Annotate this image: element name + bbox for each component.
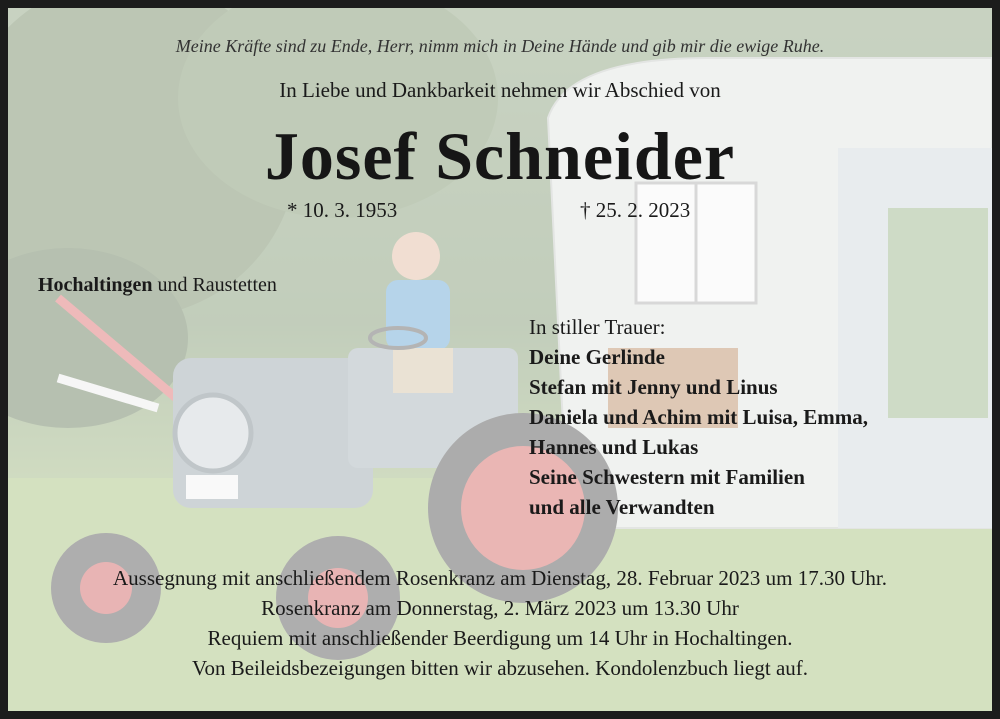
place-primary: Hochaltingen [38,274,153,296]
service-line: Aussegnung mit anschließendem Rosenkranz am Dienstag, 28. Februar 2023 um 17.30 Uhr. [113,566,887,590]
mourner-line: und alle Verwandten [529,495,715,519]
place-secondary: und Raustetten [157,274,277,296]
service-line: Requiem mit anschließender Beerdigung um 14 Uhr in Hochaltingen. [207,626,793,650]
mourners-block [529,312,868,522]
mourner-line: Deine Gerlinde [529,345,665,369]
mourner-line: Daniela und Achim mit Luisa, Emma, [529,405,868,429]
mourner-line: Hannes und Lukas [529,435,699,459]
place-line [38,274,277,297]
mourner-line: Seine Schwestern mit Familien [529,465,805,489]
mourner-line: Stefan mit Jenny und Linus [529,375,778,399]
service-details [0,563,1000,683]
motto-verse: Meine Kräfte sind zu Ende, Herr, nimm mich in Deine Hände und gib mir die ewige Ruhe. [175,36,825,56]
birth-date: * 10. 3. 1953 [287,198,398,222]
mourners-lead: In stiller Trauer: [529,315,666,339]
intro-line: In Liebe und Dankbarkeit nehmen wir Abschied von [279,78,721,102]
service-line: Rosenkranz am Donnerstag, 2. März 2023 um 13.30 Uhr [261,596,739,620]
service-line: Von Beileidsbezeigungen bitten wir abzusehen. Kondolenzbuch liegt auf. [191,656,809,680]
death-date: † 25. 2. 2023 [580,198,691,222]
deceased-name: Josef Schneider [264,118,736,194]
